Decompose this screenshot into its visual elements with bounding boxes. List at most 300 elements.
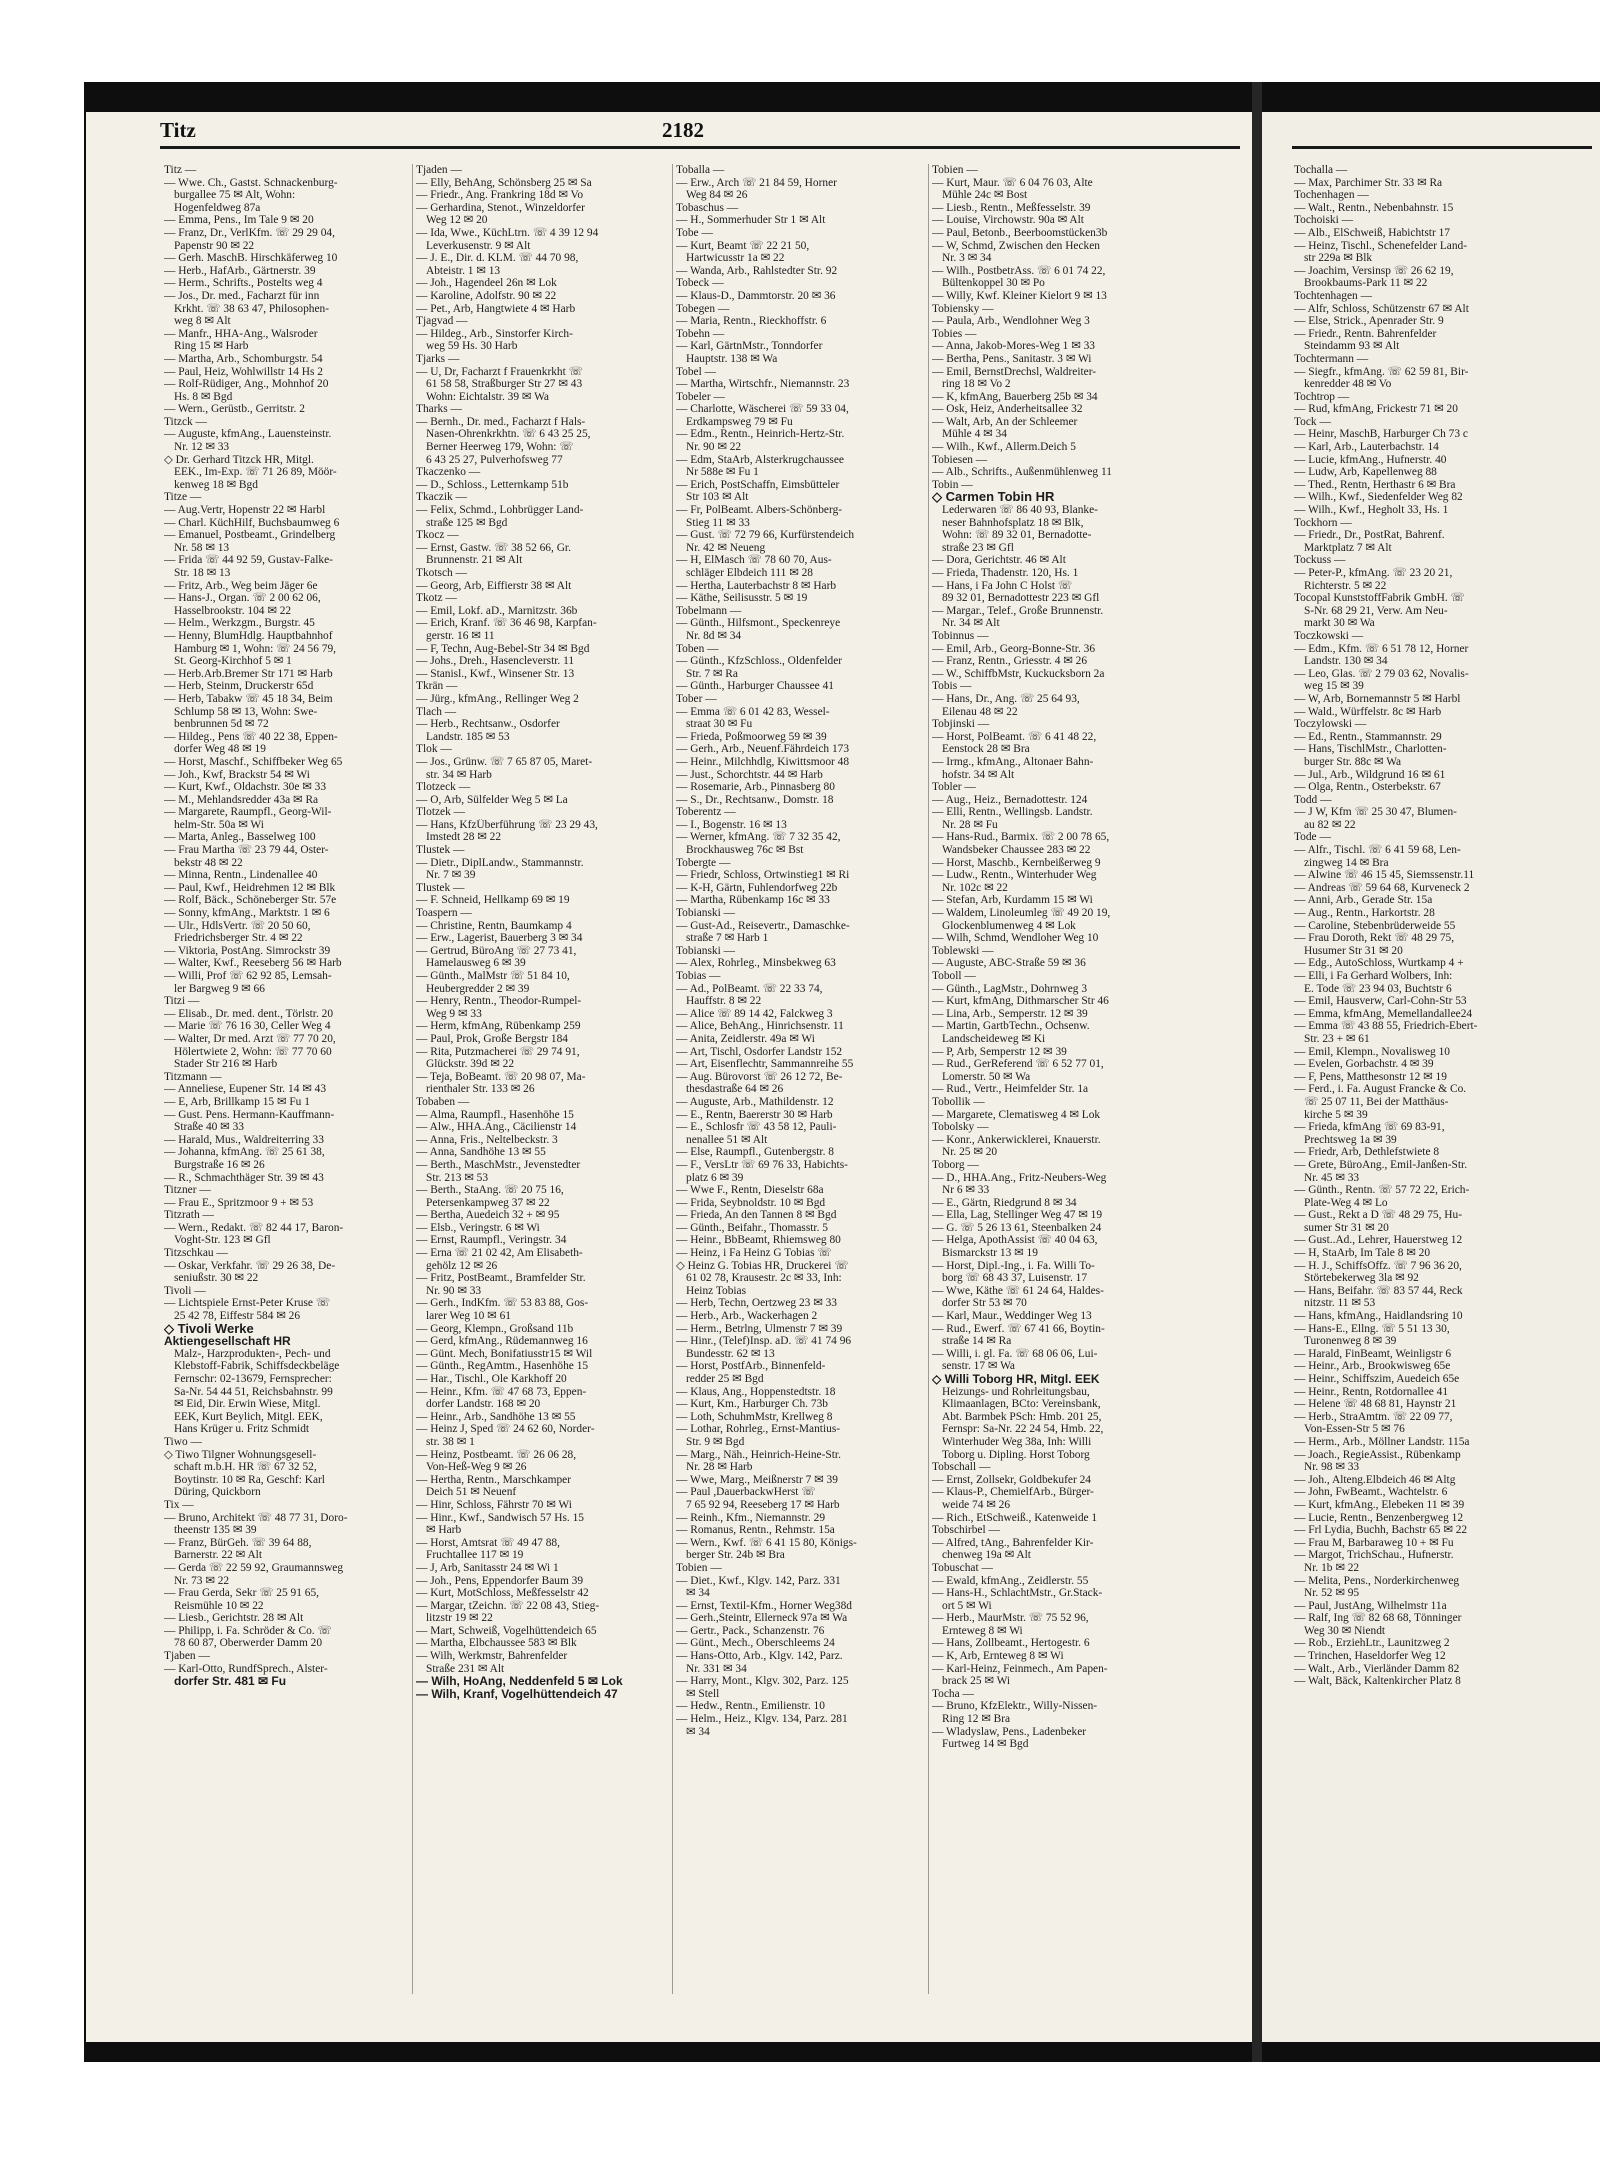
directory-entry-line: — Hans-Rud., Barmix. ☏ 2 00 78 65, xyxy=(932,831,1110,844)
directory-entry-line: — Margar., Telef., Große Brunnenstr. xyxy=(932,604,1104,617)
directory-entry-line: — Maria, Rentn., Rieckhoffstr. 6 xyxy=(676,315,827,328)
directory-entry-line: — Edm, StaArb, Alsterkrugchaussee xyxy=(676,453,844,466)
directory-entry-line: — Jos., Grünw. ☏ 7 65 87 05, Maret- xyxy=(416,755,593,768)
directory-entry-line: Tockhorn — xyxy=(1294,516,1352,529)
directory-entry-line: — Heinz, i Fa Heinz G Tobias ☏ xyxy=(676,1247,832,1260)
directory-entry-line: Husumer Str 31 ✉ 20 xyxy=(1304,944,1403,957)
directory-entry-line: weg 59 Hs. 30 Harb xyxy=(426,340,518,353)
directory-entry-line: — Karl, Maur., Weddinger Weg 13 xyxy=(932,1310,1092,1323)
directory-entry-line: Tkotsch — xyxy=(416,567,467,579)
directory-entry-line: — Gerh.,Steintr, Ellerneck 97a ✉ Wa xyxy=(676,1612,848,1625)
directory-entry-line: — Ralf, Ing ☏ 82 68 68, Tönninger xyxy=(1294,1612,1462,1625)
directory-entry-line: — Gust-Ad., Reisevertr., Damaschke- xyxy=(676,919,850,932)
directory-entry-line: Tlustek — xyxy=(416,881,465,894)
directory-entry-line: Tlotzeck — xyxy=(416,781,471,794)
directory-entry-line: Weg 9 ✉ 33 xyxy=(426,1007,482,1020)
directory-entry-line: — Philipp, i. Fa. Schröder & Co. ☏ xyxy=(164,1624,332,1637)
directory-entry-line: — M., Mehlandsredder 43a ✉ Ra xyxy=(164,793,319,806)
directory-entry-line: Hs. 8 ✉ Bgd xyxy=(174,390,233,403)
directory-entry-line: Ring 15 ✉ Harb xyxy=(174,340,249,353)
directory-entry-line: — Erna ☏ 21 02 42, Am Elisabeth- xyxy=(416,1247,583,1260)
directory-entry-line: Titzner — xyxy=(164,1184,211,1197)
directory-entry-line: — Edm., Rentn., Heinrich-Hertz-Str. xyxy=(676,428,845,441)
directory-entry-line: — Marie ☏ 76 16 30, Celler Weg 4 xyxy=(164,1020,331,1033)
directory-entry-line: Tober — xyxy=(676,692,717,705)
directory-entry-line: — Dora, Gerichtstr. 46 ✉ Alt xyxy=(932,554,1066,567)
directory-entry-line: — Paula, Arb., Wendlohner Weg 3 xyxy=(932,315,1090,328)
directory-entry-line: — Ulr., HdlsVertr. ☏ 20 50 60, xyxy=(164,919,311,932)
directory-entry-line: Eilenau 48 ✉ 22 xyxy=(942,705,1018,718)
directory-entry-line: Lomerstr. 50 ✉ Wa xyxy=(942,1070,1031,1083)
directory-entry-line: — Wern., Gerüstb., Gerritstr. 2 xyxy=(164,403,305,416)
directory-entry-line: — Evelen, Gorbachstr. 4 ✉ 39 xyxy=(1294,1058,1434,1071)
directory-entry-line: — Frau M, Barbaraweg 10 + ✉ Fu xyxy=(1294,1536,1454,1549)
directory-entry-line: Brunnenstr. 21 ✉ Alt xyxy=(426,554,523,567)
directory-entry-line: markt 30 ✉ Wa xyxy=(1304,617,1375,630)
directory-entry-line: — Ed., Rentn., Stammannstr. 29 xyxy=(1294,730,1442,743)
directory-entry-line: Tock — xyxy=(1294,415,1331,428)
directory-entry-line: Tlustek — xyxy=(416,844,465,857)
directory-entry-line: gerstr. 16 ✉ 11 xyxy=(426,629,495,642)
directory-entry-line: Tjagvad — xyxy=(416,315,468,328)
directory-entry-line: — Aug., Rentn., Harkortstr. 28 xyxy=(1294,907,1435,920)
directory-entry-line: Plate-Weg 4 ✉ Lo xyxy=(1304,1196,1388,1209)
directory-entry-line: — H, ElMasch ☏ 78 60 70, Aus- xyxy=(676,554,832,567)
directory-entry-line: — Walter, Dr med. Arzt ☏ 77 70 20, xyxy=(164,1032,336,1045)
directory-entry-line: — Emanuel, Postbeamt., Grindelberg xyxy=(164,529,336,542)
directory-entry-line: Glückstr. 39d ✉ 22 xyxy=(426,1058,515,1071)
directory-entry-line: dorfer Str 53 ✉ 70 xyxy=(942,1297,1027,1310)
directory-entry-line: Papenstr 90 ✉ 22 xyxy=(174,239,255,252)
directory-entry-line: — Franz, BürGeh. ☏ 39 64 88, xyxy=(164,1536,312,1549)
directory-entry-line: Ernteweg 8 ✉ Wi xyxy=(942,1624,1023,1637)
directory-entry-line: — Kurt, Maur. ☏ 6 04 76 03, Alte xyxy=(932,176,1093,189)
directory-entry-line: — Lichtspiele Ernst-Peter Kruse ☏ xyxy=(164,1297,331,1310)
directory-entry-line: Tobegen — xyxy=(676,302,730,315)
directory-entry-line: Hans Krüger u. Fritz Schmidt xyxy=(174,1423,310,1436)
directory-entry-line: — Joh., Hagendeel 26n ✉ Lok xyxy=(416,277,557,290)
directory-entry-line: — Günt., Mech., Oberschleems 24 xyxy=(676,1637,835,1650)
directory-entry-line: Hasselbrookstr. 104 ✉ 22 xyxy=(174,604,292,617)
directory-entry-line: Deich 51 ✉ Neuenf xyxy=(426,1486,517,1499)
directory-entry-line: str. 34 ✉ Harb xyxy=(426,768,492,781)
directory-entry-line: Tockuss — xyxy=(1294,554,1346,567)
directory-entry-line: — Wanda, Arb., Rahlstedter Str. 92 xyxy=(676,264,838,277)
directory-entry-line: Toaspern — xyxy=(416,907,472,920)
directory-entry-line: — J W, Kfm ☏ 25 30 47, Blumen- xyxy=(1294,806,1457,819)
directory-entry-line: — Ewald, kfmAng., Zeidlerstr. 55 xyxy=(932,1574,1089,1587)
directory-entry-line: larer Weg 10 ✉ 61 xyxy=(426,1310,511,1323)
directory-entry-line: Tobergte — xyxy=(676,856,731,869)
directory-entry-line: — Emil, Hausverw, Carl-Cohn-Str 53 xyxy=(1294,995,1467,1008)
directory-entry-line: — Wwe, Marg., Meißnerstr 7 ✉ 39 xyxy=(676,1473,838,1486)
directory-entry-line: — Ernst, Zollsekr, Goldbekufer 24 xyxy=(932,1473,1091,1486)
directory-entry-line: — Alfred, tAng., Bahrenfelder Kir- xyxy=(932,1536,1094,1549)
directory-entry-line: — Marta, Anleg., Basselweg 100 xyxy=(164,831,316,844)
directory-entry-line: — Ella, Lag, Stellinger Weg 47 ✉ 19 xyxy=(932,1209,1103,1222)
directory-entry-line: helm-Str. 50a ✉ Wi xyxy=(174,818,264,831)
directory-entry-line: — Anna, Jakob-Mores-Weg 1 ✉ 33 xyxy=(932,340,1096,353)
directory-entry-line: Hogenfeldweg 87a xyxy=(174,201,261,214)
directory-entry-line: Düring, Quickborn xyxy=(174,1486,261,1499)
directory-entry-line: — Günth., Hilfsmont., Speckenreye xyxy=(676,617,841,630)
directory-entry-line: Toborg — xyxy=(932,1158,979,1171)
column-3 xyxy=(676,164,926,1994)
directory-entry-line: — Joh., Kwf, Brackstr 54 ✉ Wi xyxy=(164,768,310,781)
directory-entry-line: — G. ☏ 5 26 13 61, Steenbalken 24 xyxy=(932,1221,1102,1234)
directory-entry-line: — Alb., Schrifts., Außenmühlenweg 11 xyxy=(932,466,1112,479)
directory-entry-line: straße 14 ✉ Ra xyxy=(942,1335,1012,1348)
directory-entry-line: — Pet., Arb, Hangtwiete 4 ✉ Harb xyxy=(416,302,576,315)
directory-entry-line: ✉ Harb xyxy=(426,1524,462,1537)
directory-entry-line: — Joach., RegieAssist., Rübenkamp xyxy=(1294,1448,1461,1461)
directory-entry-line: Tochtrop — xyxy=(1294,390,1350,403)
directory-entry-line: Tkrän — xyxy=(416,680,458,693)
directory-entry-line: Glockenblumenweg 4 ✉ Lok xyxy=(942,919,1076,932)
directory-entry-line: — Gerd, kfmAng., Rüdemannweg 16 xyxy=(416,1335,588,1348)
directory-entry-line: — Erich, PostSchaffn, Eimsbütteler xyxy=(676,478,840,491)
directory-entry-line: Nr. 25 ✉ 20 xyxy=(942,1146,998,1159)
directory-entry-line: — Marg., Näh., Heinrich-Heine-Str. xyxy=(676,1448,841,1461)
directory-entry-line: — Herm., Schrifts., Postelts weg 4 xyxy=(164,277,323,290)
directory-entry-line: — Else, Strick., Apenrader Str. 9 xyxy=(1294,315,1444,328)
directory-entry-line: — Edm., Kfm. ☏ 6 51 78 12, Horner xyxy=(1294,642,1469,655)
column-5 xyxy=(1294,164,1592,1994)
directory-entry-line: — Georg, Klempn., Großsand 11b xyxy=(416,1322,574,1335)
directory-entry-line: Störtebekerweg 3la ✉ 92 xyxy=(1304,1272,1419,1285)
directory-entry-line: Bültenkoppel 30 ✉ Po xyxy=(942,277,1045,290)
directory-entry-line: Str. 18 ✉ 13 xyxy=(174,567,231,579)
directory-entry-line: — Har., Tischl., Ole Karkhoff 20 xyxy=(416,1373,567,1385)
directory-entry-line: — Horst, Maschb., Kernbeißerweg 9 xyxy=(932,856,1101,869)
directory-entry-line: Toboll — xyxy=(932,970,976,982)
directory-entry-line: — Erw., Arch ☏ 21 84 59, Horner xyxy=(676,176,837,189)
directory-entry-line: — Hans, Dr., Ang. ☏ 25 64 93, xyxy=(932,692,1080,705)
directory-entry-line: — Hans-J., Organ. ☏ 2 00 62 06, xyxy=(164,592,321,605)
directory-entry-line: — Fritz, Arb., Weg beim Jäger 6e xyxy=(164,579,318,592)
directory-entry-line: — Sonny, kfmAng., Marktstr. 1 ✉ 6 xyxy=(164,907,330,920)
directory-entry-line: Tobollik — xyxy=(932,1095,985,1108)
directory-entry-line: — Heinz J, Sped ☏ 24 62 60, Norder- xyxy=(416,1423,595,1436)
directory-entry-line: — Anni, Arb., Gerade Str. 15a xyxy=(1294,894,1433,907)
directory-entry-line: thesdastraße 64 ✉ 26 xyxy=(686,1083,784,1096)
header-rule xyxy=(160,146,1240,149)
directory-entry-line: Tobien — xyxy=(932,164,978,176)
directory-entry-line: — Hans-Otto, Arb., Klgv. 142, Parz. xyxy=(676,1650,843,1663)
directory-entry-line: — Heinz, Tischl., Schenefelder Land- xyxy=(1294,239,1468,252)
directory-entry-line: 7 65 92 94, Reeseberg 17 ✉ Harb xyxy=(686,1498,840,1511)
directory-entry-line: — Stanisl., Kwf., Winsener Str. 13 xyxy=(416,667,575,680)
directory-entry-line: — Margot, TrichSchau., Hufnerstr. xyxy=(1294,1549,1454,1562)
directory-entry-line: — Henny, BlumHdlg. Hauptbahnhof xyxy=(164,629,333,642)
directory-entry-line: — Frl Lydia, Buchh, Bachstr 65 ✉ 22 xyxy=(1294,1524,1468,1537)
directory-entry-line: — Ferd., i. Fa. August Francke & Co. xyxy=(1294,1083,1467,1096)
directory-entry-line: — Melita, Pens., Norderkirchenweg xyxy=(1294,1574,1460,1587)
directory-entry-line: Nr. 331 ✉ 34 xyxy=(686,1662,747,1675)
directory-entry-line: — Walt., Rentn., Nebenbahnstr. 15 xyxy=(1294,201,1454,214)
directory-entry-line: burgallee 75 ✉ Alt, Wohn: xyxy=(174,189,296,202)
directory-entry-line: — Walt, Arb, An der Schleemer xyxy=(932,415,1078,428)
directory-entry-line: nitzstr. 11 ✉ 53 xyxy=(1304,1297,1376,1310)
directory-entry-line: — Emil, BernstDrechsl, Waldreiter- xyxy=(932,365,1097,378)
directory-entry-line: — Günth., LagMstr., Dohrnweg 3 xyxy=(932,982,1088,995)
directory-entry-line: — Elisab., Dr. med. dent., Törlstr. 20 xyxy=(164,1007,334,1020)
directory-entry-line: — E., Schlosfr ☏ 43 58 12, Pauli- xyxy=(676,1121,837,1134)
directory-entry-line: Straße 231 ✉ Alt xyxy=(426,1662,505,1675)
directory-entry-line: Tochoiski — xyxy=(1294,214,1353,227)
directory-entry-line: — Ernst, Textil-Kfm., Horner Weg38d xyxy=(676,1599,852,1612)
directory-entry-line: Tharks — xyxy=(416,403,462,416)
directory-entry-line: litzstr 19 ✉ 22 xyxy=(426,1612,493,1625)
directory-entry-line: Lederwaren ☏ 86 40 93, Blanke- xyxy=(942,504,1098,517)
directory-entry-line: — Reinh., Kfm., Niemannstr. 29 xyxy=(676,1511,826,1524)
directory-entry-line: schläger Elbdeich 111 ✉ 28 xyxy=(686,567,813,579)
directory-entry-line: — Klaus-P., ChemielfArb., Bürger- xyxy=(932,1486,1094,1499)
directory-entry-line: Str. 23 + ✉ 61 xyxy=(1304,1032,1370,1045)
directory-entry-line: Tlach — xyxy=(416,705,457,718)
directory-entry-line: — Heinr., Milchhdlg, Kiwittsmoor 48 xyxy=(676,755,850,768)
directory-entry-line: straße 125 ✉ Bgd xyxy=(426,516,508,529)
directory-entry-line: dorfer Landstr. 168 ✉ 20 xyxy=(426,1398,541,1411)
directory-entry-line: Nr. 45 ✉ 33 xyxy=(1304,1171,1360,1184)
directory-entry-line: Barnerstr. 22 ✉ Alt xyxy=(174,1549,263,1562)
directory-entry-line: Weg 84 ✉ 26 xyxy=(686,189,748,202)
directory-entry-line: — Erich, Kranf. ☏ 36 46 98, Karpfan- xyxy=(416,617,597,630)
directory-entry-line: — Horst, Maschf., Schiffbeker Weg 65 xyxy=(164,755,343,768)
directory-entry-line: Richterstr. 5 ✉ 22 xyxy=(1304,579,1387,592)
directory-entry-line: — Bertha, Auedeich 32 + ✉ 95 xyxy=(416,1209,560,1222)
directory-entry-line: — Liesb., Gerichtstr. 28 ✉ Alt xyxy=(164,1612,304,1625)
directory-entry-line: Sa-Nr. 54 44 51, Reichsbahnstr. 99 xyxy=(174,1385,333,1398)
page-header xyxy=(160,118,1240,146)
directory-entry-line: — Ludw, Arb, Kapellenweg 88 xyxy=(1294,466,1437,479)
directory-entry-line: Tjaben — xyxy=(164,1650,210,1663)
directory-entry-line: Nr 588e ✉ Fu 1 xyxy=(686,466,759,479)
directory-entry-line: Toborg u. Dipling. Horst Toborg xyxy=(942,1448,1090,1461)
directory-entry-line: Friedrichsberger Str. 4 ✉ 22 xyxy=(174,932,303,945)
directory-entry-line: Von-Essen-Str 5 ✉ 76 xyxy=(1304,1423,1405,1436)
directory-entry-line: — Viktoria, PostAng. Simrockstr 39 xyxy=(164,944,331,957)
directory-entry-line: Tobis — xyxy=(932,680,972,693)
directory-entry-line: — Fritz, PostBeamt., Bramfelder Str. xyxy=(416,1272,586,1285)
directory-entry-line: Titzrath — xyxy=(164,1209,214,1222)
directory-entry-line: — Max, Parchimer Str. 33 ✉ Ra xyxy=(1294,176,1443,189)
directory-entry-line: — Herb., Rechtsanw., Osdorfer xyxy=(416,718,560,731)
directory-entry-line: — P, Arb, Semperstr 12 ✉ 39 xyxy=(932,1045,1067,1058)
directory-entry-line: benbrunnen 5d ✉ 72 xyxy=(174,718,269,731)
directory-entry-line: Nr. 42 ✉ Neueng xyxy=(686,541,766,554)
directory-entry-line: — Charl. KüchHilf, Buchsbaumweg 6 xyxy=(164,516,340,529)
directory-entry-line: — Jos., Dr. med., Facharzt für inn xyxy=(164,289,320,302)
directory-entry-line: — Wwe. Ch., Gastst. Schnackenburg- xyxy=(164,176,338,189)
directory-entry-line: Tkotz — xyxy=(416,592,457,605)
directory-entry-line: — S., Dr., Rechtsanw., Domstr. 18 xyxy=(676,793,834,806)
directory-entry-line: Fernspr: Sa-Nr. 22 24 54, Hmb. 22, xyxy=(942,1423,1104,1436)
directory-entry-line: — Herb., HafArb., Gärtnerstr. 39 xyxy=(164,264,316,277)
directory-entry-line: Tobolsky — xyxy=(932,1121,989,1134)
directory-entry-line: — Edg., AutoSchloss, Wurtkamp 4 + xyxy=(1294,957,1464,970)
directory-entry-line: Tobelmann — xyxy=(676,604,742,617)
directory-entry-line: — Heinr., Schiffszim, Auedeich 65e xyxy=(1294,1373,1460,1385)
directory-entry-line: — Günth., Rentn. ☏ 57 72 22, Erich- xyxy=(1294,1184,1470,1197)
directory-entry-line: Tix — xyxy=(164,1498,194,1511)
directory-entry-line: — Rud., GerReferend ☏ 6 52 77 01, xyxy=(932,1058,1104,1071)
directory-entry-line: — Walt, Bäck, Kaltenkircher Platz 8 xyxy=(1294,1675,1461,1688)
directory-entry-line: — Werner, kfmAng. ☏ 7 32 35 42, xyxy=(676,831,841,844)
directory-entry-line: Hartwicusstr 1a ✉ 22 xyxy=(686,252,785,265)
directory-entry-line: Tlotzek — xyxy=(416,806,466,819)
directory-entry-line: — W., SchiffbMstr, Kuckucksborn 2a xyxy=(932,667,1105,680)
directory-entry-line: — F, Pens, Matthesonstr 12 ✉ 19 xyxy=(1294,1070,1447,1083)
directory-entry-line: Wandsbeker Chaussee 283 ✉ 22 xyxy=(942,844,1091,857)
directory-entry-line: — Gerh. MaschB. Hirschkäferweg 10 xyxy=(164,252,338,265)
directory-entry-line: — Friedr., Rentn. Bahrenfelder xyxy=(1294,327,1437,340)
directory-entry-line: Tjaden — xyxy=(416,164,462,176)
directory-entry-line: — Kurt, kfmAng, Dithmarscher Str 46 xyxy=(932,995,1109,1008)
directory-entry-line: — E., Gärtn, Riedgrund 8 ✉ 34 xyxy=(932,1196,1077,1209)
directory-entry-line: Prechtsweg 1a ✉ 39 xyxy=(1304,1133,1397,1146)
directory-entry-line: Bismarckstr 13 ✉ 19 xyxy=(942,1247,1038,1260)
directory-entry-line: — Margarete, Raumpfl., Georg-Wil- xyxy=(164,806,332,819)
directory-entry-line: — Trinchen, Haseldorfer Weg 12 xyxy=(1294,1650,1446,1663)
directory-entry-line: — Gerhardina, Stenot., Winzeldorfer xyxy=(416,201,585,214)
directory-entry-line: — Herb., Arb., Wackerhagen 2 xyxy=(676,1310,818,1323)
directory-entry-line: — Karl, Arb., Lauterbachstr. 14 xyxy=(1294,441,1439,454)
directory-entry-line: Nr. 1b ✉ 22 xyxy=(1304,1561,1360,1574)
directory-entry-line: — Alw., HHA.Ang., Cäcilienstr 14 xyxy=(416,1121,577,1134)
directory-entry-line: ✉ Eid, Dir. Erwin Wiese, Mitgl. xyxy=(174,1398,321,1411)
directory-entry-line: — Gerh., IndKfm. ☏ 53 83 88, Gos- xyxy=(416,1297,589,1310)
directory-entry-line: dorfer Str. 481 ✉ Fu xyxy=(174,1675,287,1688)
directory-entry-line: — Emma, Pens., Im Tale 9 ✉ 20 xyxy=(164,214,314,227)
directory-entry-line: brack 25 ✉ Wi xyxy=(942,1675,1011,1688)
directory-entry-line: — Hans, kfmAng., Haidlandsring 10 xyxy=(1294,1310,1463,1323)
directory-entry-line: — Emma ☏ 43 88 55, Friedrich-Ebert- xyxy=(1294,1020,1478,1033)
directory-entry-line: — Günth., RegAmtm., Hasenhöhe 15 xyxy=(416,1360,589,1373)
directory-entry-line: Marktplatz 7 ✉ Alt xyxy=(1304,541,1392,554)
directory-entry-line: Titzschkau — xyxy=(164,1247,228,1260)
directory-entry-line: — Karl-Heinz, Feinmech., Am Papen- xyxy=(932,1662,1108,1675)
directory-entry-line: — Rosemarie, Arb., Pinnasberg 80 xyxy=(676,781,835,794)
directory-entry-line: — Emma ☏ 6 01 42 83, Wessel- xyxy=(676,705,830,718)
directory-entry-line: — Gust..Ad., Lehrer, Hauerstweg 12 xyxy=(1294,1234,1463,1247)
directory-entry-line: Tlok — xyxy=(416,743,452,756)
directory-entry-line: — Ad., PolBeamt. ☏ 22 33 74, xyxy=(676,982,823,995)
directory-entry-line: Heinz Tobias xyxy=(686,1284,747,1297)
directory-entry-line: — Joh., Pens, Eppendorfer Baum 39 xyxy=(416,1574,584,1587)
directory-entry-line: — Wilh., Kwf., Allerm.Deich 5 xyxy=(932,441,1076,454)
directory-entry-line: Brockhausweg 76c ✉ Bst xyxy=(686,844,804,857)
directory-entry-line: — Paul, JustAng, Wilhelmstr 11a xyxy=(1294,1599,1447,1612)
directory-entry-line: Tobien — xyxy=(676,1561,722,1574)
directory-entry-line: Voght-Str. 123 ✉ Gfl xyxy=(174,1234,271,1247)
directory-entry-line: borg ☏ 68 43 37, Luisenstr. 17 xyxy=(942,1272,1088,1285)
directory-entry-line: nenallee 51 ✉ Alt xyxy=(686,1133,768,1146)
directory-entry-line: — K, kfmAng, Bauerberg 25b ✉ 34 xyxy=(932,390,1098,403)
directory-entry-line: Titz — xyxy=(164,164,197,176)
directory-entry-line: Nr. 52 ✉ 95 xyxy=(1304,1587,1360,1600)
directory-entry-line: ◇ Dr. Gerhard Titzck HR, Mitgl. xyxy=(164,453,314,466)
directory-entry-line: Weg 30 ✉ Niendt xyxy=(1304,1624,1386,1637)
directory-entry-line: Heizungs- und Rohrleitungsbau, xyxy=(942,1385,1090,1398)
directory-entry-line: ◇ Willi Toborg HR, Mitgl. EEK xyxy=(932,1373,1100,1386)
directory-entry-line: — Emil, Lokf. aD., Marnitzstr. 36b xyxy=(416,604,578,617)
directory-entry-line: Tobschirbel — xyxy=(932,1524,1000,1537)
directory-entry-line: — Heinr., Arb., Sandhöhe 13 ✉ 55 xyxy=(416,1410,576,1423)
directory-entry-line: — Martha, Arb., Schomburgstr. 54 xyxy=(164,352,323,365)
directory-entry-line: Straße 40 ✉ 33 xyxy=(174,1121,244,1134)
directory-entry-line: — Else, Raumpfl., Gutenbergstr. 8 xyxy=(676,1146,834,1159)
directory-entry-line: — Diet., Kwf., Klgv. 142, Parz. 331 xyxy=(676,1574,841,1587)
directory-entry-line: Landscheideweg ✉ Ki xyxy=(942,1032,1046,1045)
directory-entry-line: — Art, Eisenflechtr, Sammannreihe 55 xyxy=(676,1058,854,1071)
directory-entry-line: sumer Str 31 ✉ 20 xyxy=(1304,1221,1389,1234)
directory-entry-line: Titzi — xyxy=(164,995,200,1008)
directory-entry-line: — Friedr, Schloss, Ortwinstieg1 ✉ Ri xyxy=(676,869,850,882)
directory-entry-line: — Irmg., kfmAng., Altonaer Bahn- xyxy=(932,755,1094,768)
directory-entry-line: — Liesb., Rentn., Meßfesselstr. 39 xyxy=(932,201,1091,214)
directory-entry-line: — Johs., Dreh., Hasencleverstr. 11 xyxy=(416,655,575,668)
directory-entry-line: hofstr. 34 ✉ Alt xyxy=(942,768,1015,781)
directory-entry-line: — Teja, BoBeamt. ☏ 20 98 07, Ma- xyxy=(416,1070,586,1083)
directory-entry-line: — Alice ☏ 89 14 42, Falckweg 3 xyxy=(676,1007,833,1020)
directory-entry-line: — Auguste, Arb., Mathildenstr. 12 xyxy=(676,1095,834,1108)
directory-entry-line: — Gerda ☏ 22 59 92, Graumannsweg xyxy=(164,1561,344,1574)
directory-entry-line: — O, Arb, Sülfelder Weg 5 ✉ La xyxy=(416,793,568,806)
directory-entry-line: — Heinz, Postbeamt. ☏ 26 06 28, xyxy=(416,1448,577,1461)
directory-entry-line: weg 15 ✉ 39 xyxy=(1304,680,1364,693)
directory-entry-line: — Herm, kfmAng, Rübenkamp 259 xyxy=(416,1020,581,1033)
directory-entry-line: — Lucie, kfmAng., Hufnerstr. 40 xyxy=(1294,453,1447,466)
directory-entry-line: — Bernh., Dr. med., Facharzt f Hals- xyxy=(416,415,586,428)
directory-entry-line: — Harry, Mont., Klgv. 302, Parz. 125 xyxy=(676,1675,849,1688)
directory-entry-line: Nr. 12 ✉ 33 xyxy=(174,441,230,454)
directory-entry-line: — Hertha, Lauterbachstr 8 ✉ Harb xyxy=(676,579,837,592)
directory-entry-line: — Alwine ☏ 46 15 45, Siemssenstr.11 xyxy=(1294,869,1475,882)
directory-entry-line: — Waldem, Linoleumleg ☏ 49 20 19, xyxy=(932,907,1111,920)
directory-entry-line: Tobaschus — xyxy=(676,201,739,214)
directory-entry-line: Tobe — xyxy=(676,226,713,239)
directory-entry-line: Reismühle 10 ✉ 22 xyxy=(174,1599,264,1612)
directory-entry-line: Malz-, Harzprodukten-, Pech- und xyxy=(174,1347,331,1360)
directory-entry-line: 78 60 87, Oberwerder Damm 20 xyxy=(174,1637,323,1650)
directory-entry-line: — Rita, Putzmacherei ☏ 29 74 91, xyxy=(416,1045,580,1058)
directory-entry-line: weide 74 ✉ 26 xyxy=(942,1498,1011,1511)
directory-entry-line: — Karoline, Adolfstr. 90 ✉ 22 xyxy=(416,289,557,302)
directory-entry-line: Petersenkampweg 37 ✉ 22 xyxy=(426,1196,550,1209)
directory-entry-line: — Günth., KfzSchloss., Oldenfelder xyxy=(676,655,843,668)
directory-entry-line: — Frau Martha ☏ 23 79 44, Oster- xyxy=(164,844,329,857)
directory-entry-line: — Auguste, ABC-Straße 59 ✉ 36 xyxy=(932,957,1086,970)
directory-entry-line: — K, Arb, Ernteweg 8 ✉ Wi xyxy=(932,1650,1064,1663)
directory-entry-line: — Berth., MaschMstr., Jevenstedter xyxy=(416,1158,581,1171)
directory-entry-line: Nr. 90 ✉ 33 xyxy=(426,1284,482,1297)
directory-entry-line: — Erw., Lagerist, Bauerberg 3 ✉ 34 xyxy=(416,932,583,945)
directory-entry-line: Weg 12 ✉ 20 xyxy=(426,214,488,227)
directory-entry-line: — Alfr., Tischl. ☏ 6 41 59 68, Len- xyxy=(1294,844,1461,857)
directory-entry-line: Wohn: ☏ 89 32 01, Bernadotte- xyxy=(942,529,1092,542)
directory-entry-line: Krkht. ☏ 38 63 47, Philosophen- xyxy=(174,302,330,315)
directory-entry-line: — Helm., Werkzgm., Burgstr. 45 xyxy=(164,617,315,630)
directory-entry-line: kenweg 18 ✉ Bgd xyxy=(174,478,258,491)
directory-entry-line: Steindamm 93 ✉ Alt xyxy=(1304,340,1400,353)
directory-entry-line: Tocopal KunststoffFabrik GmbH. ☏ xyxy=(1294,592,1465,605)
directory-entry-line: — Rud, kfmAng, Frickestr 71 ✉ 20 xyxy=(1294,403,1458,416)
directory-entry-line: — Wilh, Werkmstr, Bahrenfelder xyxy=(416,1650,568,1663)
directory-entry-line: — Horst, Amtsrat ☏ 49 47 88, xyxy=(416,1536,560,1549)
directory-entry-line: — K-H, Gärtn, Fuhlendorfweg 22b xyxy=(676,881,838,894)
directory-entry-line: — Hans, Beifahr. ☏ 83 57 44, Reck xyxy=(1294,1284,1463,1297)
